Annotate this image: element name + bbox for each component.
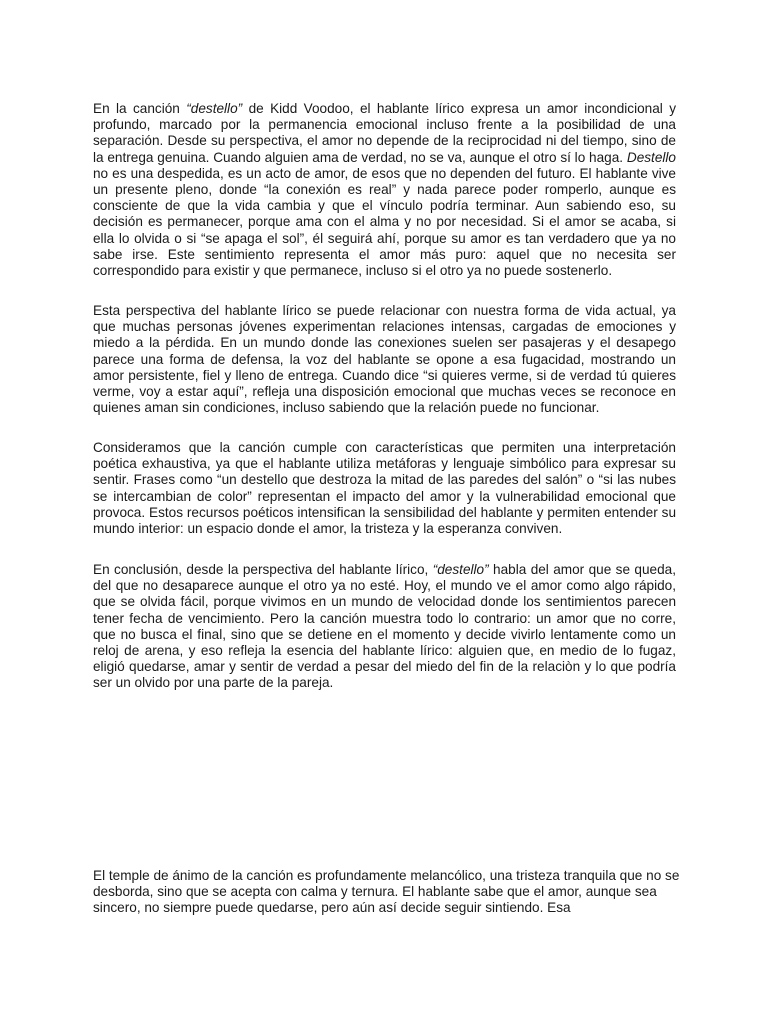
text-segment: Esta perspectiva del hablante lírico se puede relacionar con nuestra forma de vida actual, ya que muchas personas jóvenes experimentan relaciones intensas, cargadas de emociones y miedo a la pérdida. En un mundo donde las conexiones suelen ser pasajeras y el desapego parece una forma de defensa, la voz del hablante se opone a esa fugacidad, mostrando un amor persistente, fiel y lleno de entrega. Cuando dice “si quieres verme, si de verdad tú quieres verme, voy a estar aquí”, refleja una disposición emocional que muchas veces se reconoce en quienes aman sin condiciones, incluso sabiendo que la relación puede no funcionar. [93, 303, 676, 416]
song-title-italic: Destello [626, 149, 676, 165]
song-title-italic: “destello” [186, 101, 243, 116]
paragraph-intro [93, 101, 676, 279]
paragraph-perspective [93, 303, 676, 416]
text-segment: El temple de ánimo de la canción es profundamente melancólico, una tristeza tranquila que no se desborda, sino que se acepta con calma y ternura. El hablante sabe que el amor, aunque sea sincero, no siempre puede quedarse, pero aún así decide seguir sintiendo. Esa [93, 868, 680, 916]
paragraph-mood [93, 868, 683, 917]
text-segment: no es una despedida, es un acto de amor, de esos que no dependen del futuro. El hablante vive un presente pleno, donde “la conexión es real” y nada parece poder romperlo, aunque es consciente de que la vida cambia y que el vínculo podría terminar. Aun sabiendo eso, su decisión es permanecer, porque ama con el alma y no por necesidad. Si el amor se acaba, si ella lo olvida o si “se apaga el sol”, él seguirá ahí, porque su amor es tan verdadero que ya no sabe irse. Este sentimiento representa el amor más puro: aquel que no necesita ser correspondido para existir y que permanece, incluso si el otro ya no puede sostenerlo. [93, 165, 676, 279]
text-segment: En la canción [93, 101, 187, 116]
song-title-italic: “destello” [432, 562, 489, 577]
text-segment: En conclusión, desde la perspectiva del hablante lírico, [93, 562, 433, 577]
paragraph-conclusion [93, 562, 676, 692]
paragraph-poetic-analysis [93, 440, 676, 537]
text-segment: de Kidd Voodoo, el hablante lírico expresa un amor incondicional y profundo, marcado por la permanencia emocional incluso frente a la posibilidad de una separación. Desde su perspectiva, el amor no depende de la reciprocidad ni del tiempo, sino de la entrega genuina. Cuando alguien ama de verdad, no se va, aunque el otro sí lo haga. [93, 101, 676, 165]
text-segment: habla del amor que se queda, del que no desaparece aunque el otro ya no esté. Hoy, el mundo ve el amor como algo rápido, que se olvida fácil, porque vivimos en un mundo de velocidad donde los sentimientos parecen tener fecha de vencimiento. Pero la canción muestra todo lo contrario: un amor que no corre, que no busca el final, sino que se detiene en el momento y decide vivirlo lentamente como un reloj de arena, y eso refleja la esencia del hablante lírico: alguien que, en medio de lo fugaz, eligió quedarse, amar y sentir de verdad a pesar del miedo del fin de la relaciòn y lo que podría ser un olvido por una parte de la pareja. [93, 562, 676, 691]
text-segment: Consideramos que la canción cumple con características que permiten una interpretación poética exhaustiva, ya que el hablante utiliza metáforas y lenguaje simbólico para expresar su sentir. Frases como “un destello que destroza la mitad de las paredes del salón” o “si las nubes se intercambian de color” representan el impacto del amor y la vulnerabilidad emocional que provoca. Estos recursos poéticos intensifican la sensibilidad del hablante y permiten entender su mundo interior: un espacio donde el amor, la tristeza y la esperanza conviven. [93, 440, 676, 537]
